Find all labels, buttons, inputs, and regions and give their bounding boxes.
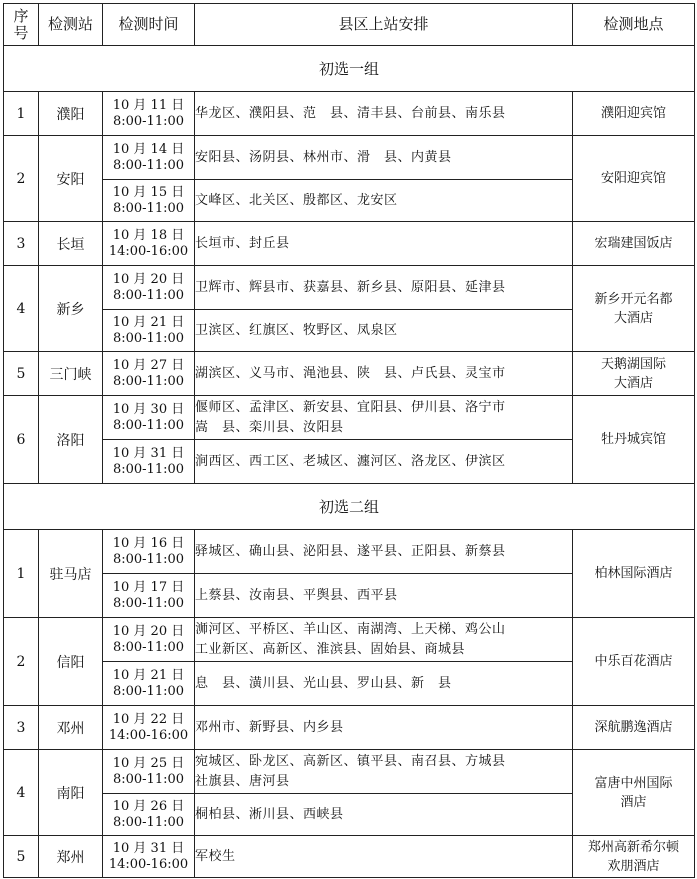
location-line: 大酒店 [613, 310, 653, 326]
table-row [4, 618, 695, 662]
counties-cell [195, 396, 573, 440]
time: 8:00-11:00 [112, 200, 185, 216]
seq-cell: 2 [4, 618, 39, 706]
schedule-table [3, 3, 695, 878]
counties-cell [195, 618, 573, 662]
datetime-cell [103, 396, 195, 440]
location-cell [573, 836, 695, 878]
seq-cell: 1 [4, 530, 39, 618]
time: 8:00-11:00 [112, 157, 185, 173]
time: 14:00-16:00 [108, 856, 189, 872]
time: 8:00-11:00 [112, 373, 185, 389]
group-title-row [4, 46, 695, 92]
time: 8:00-11:00 [112, 639, 185, 655]
counties-cell: 长垣市、封丘县 [195, 222, 573, 266]
table-row [4, 352, 695, 396]
station-cell: 三门峡 [39, 352, 103, 396]
datetime-cell [103, 222, 195, 266]
time: 8:00-11:00 [112, 814, 185, 830]
location-cell: 宏瑞建国饭店 [573, 222, 695, 266]
date: 10 月 14 日 [112, 141, 185, 157]
time: 14:00-16:00 [108, 727, 189, 743]
date: 10 月 18 日 [112, 227, 185, 243]
schedule-document [3, 3, 695, 878]
counties-cell: 湖滨区、义马市、渑池县、陕 县、卢氏县、灵宝市 [195, 352, 573, 396]
time: 8:00-11:00 [112, 461, 185, 477]
header-counties: 县区上站安排 [195, 4, 573, 46]
header-station: 检测站 [39, 4, 103, 46]
counties-cell [195, 750, 573, 794]
seq-cell: 3 [4, 706, 39, 750]
counties-cell: 息 县、潢川县、光山县、罗山县、新 县 [195, 662, 573, 706]
date: 10 月 31 日 [112, 445, 185, 461]
datetime-cell [103, 574, 195, 618]
date: 10 月 20 日 [112, 271, 185, 287]
counties-cell: 华龙区、濮阳县、范 县、清丰县、台前县、南乐县 [195, 92, 573, 136]
header-time: 检测时间 [103, 4, 195, 46]
group-title: 初选二组 [4, 484, 695, 530]
counties-cell: 军校生 [195, 836, 573, 878]
time: 8:00-11:00 [112, 771, 185, 787]
station-cell: 驻马店 [39, 530, 103, 618]
station-cell: 新乡 [39, 266, 103, 352]
location-cell: 柏林国际酒店 [573, 530, 695, 618]
location-cell: 深航鹏逸酒店 [573, 706, 695, 750]
table-row [4, 530, 695, 574]
datetime-cell [103, 794, 195, 836]
date: 10 月 25 日 [112, 755, 185, 771]
seq-cell: 2 [4, 136, 39, 222]
seq-cell: 5 [4, 836, 39, 878]
counties-cell: 文峰区、北关区、殷都区、龙安区 [195, 180, 573, 222]
datetime-cell [103, 310, 195, 352]
time: 8:00-11:00 [112, 330, 185, 346]
location-cell: 中乐百花酒店 [573, 618, 695, 706]
date: 10 月 20 日 [112, 623, 185, 639]
time: 8:00-11:00 [112, 551, 185, 567]
table-row [4, 836, 695, 878]
station-cell: 濮阳 [39, 92, 103, 136]
counties-cell: 安阳县、汤阴县、林州市、滑 县、内黄县 [195, 136, 573, 180]
seq-cell: 4 [4, 266, 39, 352]
counties-cell: 卫辉市、辉县市、获嘉县、新乡县、原阳县、延津县 [195, 266, 573, 310]
counties-cell: 卫滨区、红旗区、牧野区、凤泉区 [195, 310, 573, 352]
counties-cell: 上蔡县、汝南县、平舆县、西平县 [195, 574, 573, 618]
location-line: 大酒店 [613, 375, 653, 391]
time: 8:00-11:00 [112, 113, 185, 129]
date: 10 月 27 日 [112, 357, 185, 373]
time: 8:00-11:00 [112, 595, 185, 611]
date: 10 月 30 日 [112, 401, 185, 417]
seq-cell: 4 [4, 750, 39, 836]
table-row [4, 706, 695, 750]
date: 10 月 16 日 [112, 535, 185, 551]
station-cell: 邓州 [39, 706, 103, 750]
date: 10 月 21 日 [112, 314, 185, 330]
counties-cell: 涧西区、西工区、老城区、瀍河区、洛龙区、伊滨区 [195, 440, 573, 484]
datetime-cell [103, 530, 195, 574]
location-line: 天鹅湖国际 [600, 356, 666, 372]
datetime-cell [103, 352, 195, 396]
location-cell: 牡丹城宾馆 [573, 396, 695, 484]
date: 10 月 15 日 [112, 184, 185, 200]
location-cell: 濮阳迎宾馆 [573, 92, 695, 136]
location-line: 富唐中州国际 [594, 775, 673, 791]
counties-cell: 邓州市、新野县、内乡县 [195, 706, 573, 750]
datetime-cell [103, 92, 195, 136]
table-row [4, 92, 695, 136]
counties-line: 工业新区、高新区、淮滨县、固始县、商城县 [195, 641, 466, 657]
station-cell: 安阳 [39, 136, 103, 222]
counties-line: 浉河区、平桥区、羊山区、南湖湾、上天梯、鸡公山 [195, 621, 506, 637]
seq-cell: 3 [4, 222, 39, 266]
datetime-cell [103, 618, 195, 662]
counties-line: 社旗县、唐河县 [195, 773, 290, 789]
datetime-cell [103, 836, 195, 878]
time: 8:00-11:00 [112, 287, 185, 303]
location-line: 新乡开元名都 [594, 291, 673, 307]
datetime-cell [103, 706, 195, 750]
date: 10 月 21 日 [112, 667, 185, 683]
time: 8:00-11:00 [112, 417, 185, 433]
station-cell: 长垣 [39, 222, 103, 266]
datetime-cell [103, 266, 195, 310]
datetime-cell [103, 440, 195, 484]
location-cell [573, 750, 695, 836]
station-cell: 郑州 [39, 836, 103, 878]
date: 10 月 31 日 [112, 840, 185, 856]
station-cell: 信阳 [39, 618, 103, 706]
station-cell: 洛阳 [39, 396, 103, 484]
table-row [4, 266, 695, 310]
time: 8:00-11:00 [112, 683, 185, 699]
datetime-cell [103, 136, 195, 180]
datetime-cell [103, 180, 195, 222]
counties-line: 宛城区、卧龙区、高新区、镇平县、南召县、方城县 [195, 753, 506, 769]
counties-line: 嵩 县、栾川县、汝阳县 [195, 419, 344, 435]
station-cell: 南阳 [39, 750, 103, 836]
table-row [4, 136, 695, 180]
table-row [4, 222, 695, 266]
seq-cell: 6 [4, 396, 39, 484]
location-line: 酒店 [620, 794, 647, 810]
datetime-cell [103, 750, 195, 794]
location-cell [573, 352, 695, 396]
table-row [4, 750, 695, 794]
location-cell [573, 266, 695, 352]
group-title: 初选一组 [4, 46, 695, 92]
seq-cell: 5 [4, 352, 39, 396]
counties-line: 偃师区、孟津区、新安县、宜阳县、伊川县、洛宁市 [195, 399, 506, 415]
counties-cell: 驿城区、确山县、泌阳县、遂平县、正阳县、新蔡县 [195, 530, 573, 574]
date: 10 月 22 日 [112, 711, 185, 727]
counties-cell: 桐柏县、淅川县、西峡县 [195, 794, 573, 836]
location-cell: 安阳迎宾馆 [573, 136, 695, 222]
header-row [4, 4, 695, 46]
header-location: 检测地点 [573, 4, 695, 46]
location-line: 欢朋酒店 [607, 858, 660, 874]
seq-cell: 1 [4, 92, 39, 136]
date: 10 月 17 日 [112, 579, 185, 595]
table-row [4, 396, 695, 440]
location-line: 郑州高新希尔顿 [587, 839, 679, 855]
group-title-row [4, 484, 695, 530]
date: 10 月 11 日 [112, 97, 185, 113]
time: 14:00-16:00 [108, 243, 189, 259]
header-seq: 序号 [4, 4, 39, 46]
datetime-cell [103, 662, 195, 706]
date: 10 月 26 日 [112, 798, 185, 814]
